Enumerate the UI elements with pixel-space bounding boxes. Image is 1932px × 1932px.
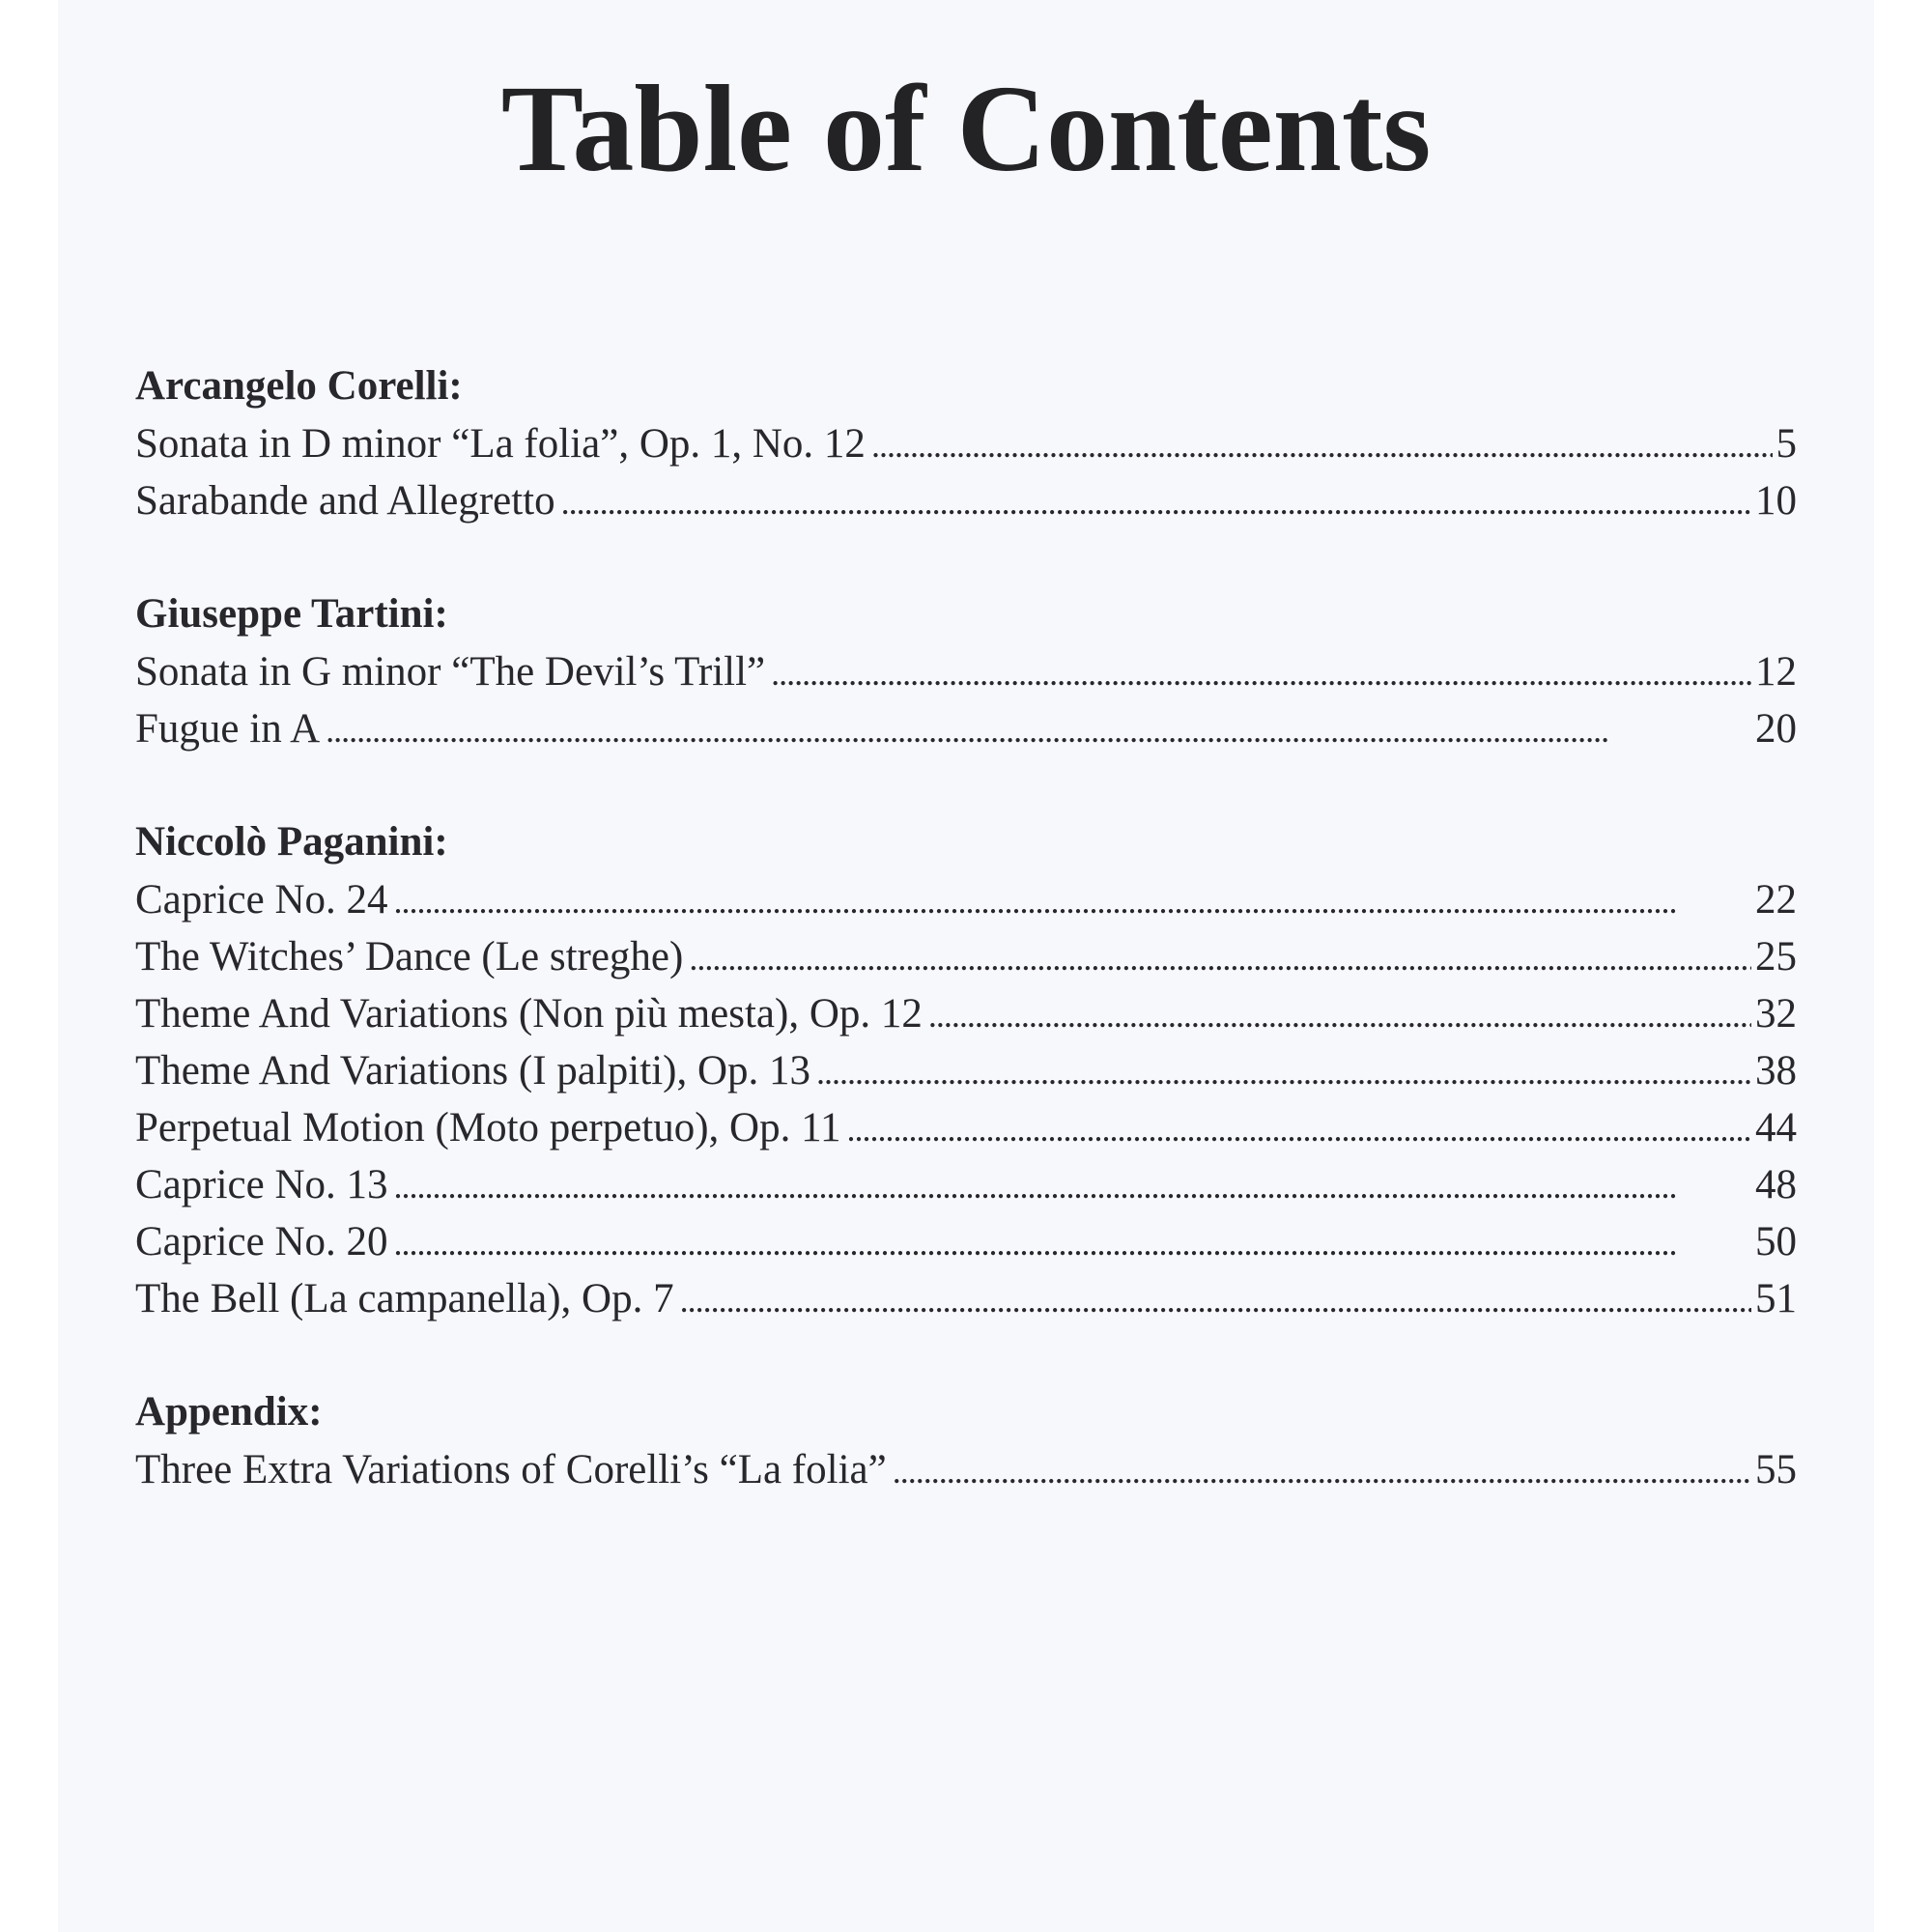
toc-section-corelli bbox=[135, 357, 1797, 529]
entry-page-number: 10 bbox=[1755, 478, 1797, 524]
entry-page-number: 22 bbox=[1755, 877, 1797, 923]
entry-title: Sonata in G minor “The Devil’s Trill” bbox=[135, 649, 766, 695]
dot-leader bbox=[680, 1270, 1751, 1329]
entry-title: Caprice No. 24 bbox=[135, 877, 388, 923]
toc-entry bbox=[135, 985, 1797, 1042]
toc-entry bbox=[135, 700, 1797, 757]
entry-title: Three Extra Variations of Corelli’s “La folia” bbox=[135, 1447, 887, 1492]
toc-section-appendix bbox=[135, 1383, 1797, 1498]
document-page bbox=[58, 0, 1874, 1932]
dot-leader bbox=[871, 415, 1773, 474]
toc-entry bbox=[135, 1213, 1797, 1270]
page-title: Table of Contents bbox=[500, 60, 1432, 197]
entry-page-number: 48 bbox=[1755, 1162, 1797, 1208]
toc-entry bbox=[135, 1099, 1797, 1156]
dot-leader bbox=[846, 1099, 1751, 1158]
entry-page-number: 32 bbox=[1755, 991, 1797, 1037]
dot-leader bbox=[561, 472, 1751, 531]
dot-leader bbox=[326, 700, 1751, 759]
entry-page-number: 25 bbox=[1755, 934, 1797, 980]
section-heading: Arcangelo Corelli: bbox=[135, 363, 463, 409]
section-heading: Appendix: bbox=[135, 1389, 323, 1435]
dot-leader bbox=[394, 1213, 1751, 1272]
section-heading: Giuseppe Tartini: bbox=[135, 591, 448, 637]
entry-title: Sarabande and Allegretto bbox=[135, 478, 555, 524]
entry-title: The Witches’ Dance (Le streghe) bbox=[135, 934, 684, 980]
entry-page-number: 20 bbox=[1755, 706, 1797, 752]
toc-entry bbox=[135, 1156, 1797, 1213]
toc-section-tartini bbox=[135, 585, 1797, 757]
entry-title: Fugue in A bbox=[135, 706, 321, 752]
dot-leader bbox=[394, 1156, 1751, 1215]
section-heading: Niccolò Paganini: bbox=[135, 819, 448, 865]
dot-leader bbox=[816, 1042, 1751, 1101]
entry-title: Theme And Variations (Non più mesta), Op. 12 bbox=[135, 991, 923, 1037]
toc-entry bbox=[135, 1042, 1797, 1099]
dot-leader bbox=[771, 643, 1751, 702]
dot-leader bbox=[928, 985, 1751, 1044]
dot-leader bbox=[893, 1441, 1751, 1500]
entry-title: Perpetual Motion (Moto perpetuo), Op. 11 bbox=[135, 1105, 841, 1151]
entry-page-number: 5 bbox=[1776, 421, 1797, 467]
entry-title: Caprice No. 20 bbox=[135, 1219, 388, 1264]
table-of-contents bbox=[135, 357, 1797, 1554]
toc-entry bbox=[135, 1270, 1797, 1327]
toc-section-paganini bbox=[135, 813, 1797, 1327]
toc-entry bbox=[135, 928, 1797, 985]
toc-entry bbox=[135, 1441, 1797, 1498]
entry-page-number: 51 bbox=[1755, 1276, 1797, 1321]
entry-title: Theme And Variations (I palpiti), Op. 13 bbox=[135, 1048, 811, 1094]
entry-title: The Bell (La campanella), Op. 7 bbox=[135, 1276, 674, 1321]
entry-page-number: 50 bbox=[1755, 1219, 1797, 1264]
entry-page-number: 38 bbox=[1755, 1048, 1797, 1094]
toc-entry bbox=[135, 415, 1797, 472]
toc-entry bbox=[135, 472, 1797, 529]
entry-title: Sonata in D minor “La folia”, Op. 1, No. 12 bbox=[135, 421, 866, 467]
entry-page-number: 12 bbox=[1755, 649, 1797, 695]
toc-entry bbox=[135, 871, 1797, 928]
entry-page-number: 44 bbox=[1755, 1105, 1797, 1151]
dot-leader bbox=[394, 871, 1751, 930]
toc-entry bbox=[135, 643, 1797, 700]
entry-page-number: 55 bbox=[1755, 1447, 1797, 1492]
dot-leader bbox=[689, 928, 1751, 987]
entry-title: Caprice No. 13 bbox=[135, 1162, 388, 1208]
